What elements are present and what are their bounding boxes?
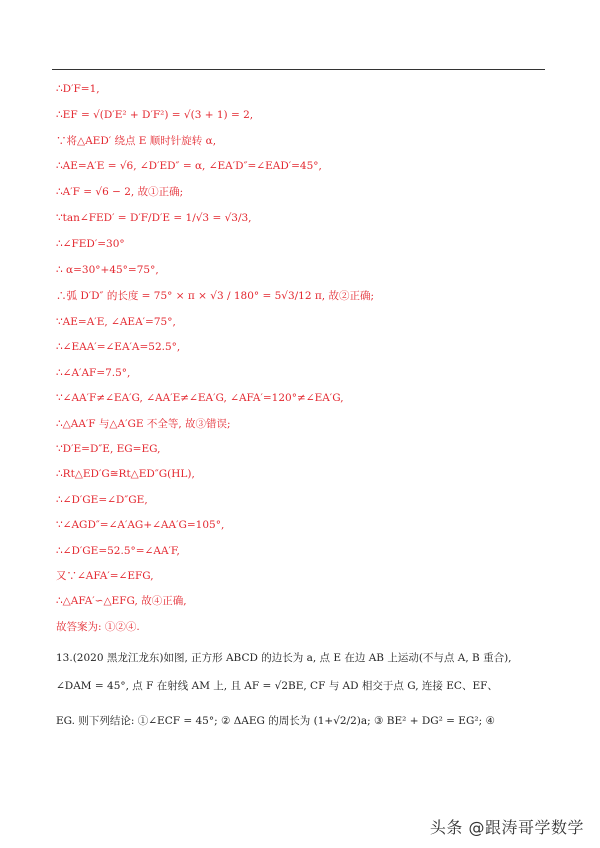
problem-line-2: ∠DAM = 45°, 点 F 在射线 AM 上, 且 AF = √2BE, CF 与 AD 相交于点 G, 连接 EC、EF、 bbox=[56, 680, 498, 692]
solution-line: ∵AE=A′E, ∠AEA′=75°, bbox=[56, 316, 176, 329]
solution-line: ∴弧 D′D″ 的长度 = 75° × π × √3 / 180° = 5√3/12 π, 故②正确; bbox=[56, 289, 374, 302]
problem-13 bbox=[56, 646, 556, 740]
problem-line-1: 13.(2020 黑龙江龙东)如图, 正方形 ABCD 的边长为 a, 点 E 在边 AB 上运动(不与点 A, B 重合), bbox=[56, 652, 512, 664]
solution-line: ∴D′F=1, bbox=[56, 82, 100, 95]
solution-line: ∴∠EAA′=∠EA′A=52.5°, bbox=[56, 341, 181, 354]
solution-line: ∴△AFA′∽△EFG, 故④正确, bbox=[56, 595, 187, 608]
solution-line: ∵D′E=D″E, EG=EG, bbox=[56, 442, 161, 455]
solution-line: ∴∠D′GE=52.5°=∠AA′F, bbox=[56, 544, 180, 557]
problem-line-3: EG. 则下列结论: ①∠ECF = 45°; ② ΔAEG 的周长为 (1+√2/2)a; ③ BE² + DG² = EG²; ④ bbox=[56, 715, 495, 727]
solution-line: ∴∠A′AF=7.5°, bbox=[56, 366, 131, 379]
solution-block bbox=[56, 76, 556, 639]
solution-line: ∵∠AGD″=∠A′AG+∠AA′G=105°, bbox=[56, 519, 225, 532]
solution-line: ∴AE=A′E = √6, ∠D′ED″ = α, ∠EA′D″=∠EAD′=45°, bbox=[56, 160, 322, 173]
solution-line: ∵将△AED′ 绕点 E 顺时针旋转 α, bbox=[56, 135, 217, 148]
solution-line: ∵∠AA′F≠∠EA′G, ∠AA′E≠∠EA′G, ∠AFA′=120°≠∠EA′G, bbox=[56, 392, 344, 405]
solution-line: ∴∠D′GE=∠D″GE, bbox=[56, 493, 148, 506]
solution-line: ∵tan∠FED′ = D′F/D′E = 1/√3 = √3/3, bbox=[56, 212, 252, 225]
solution-line: ∴∠FED′=30° bbox=[56, 238, 125, 251]
watermark: 头条 @跟涛哥学数学 bbox=[429, 818, 584, 837]
solution-line: 故答案为: ①②④. bbox=[56, 620, 140, 633]
solution-line: ∴△AA′F 与△A′GE 不全等, 故③错误; bbox=[56, 417, 231, 430]
solution-line: ∴A′F = √6 − 2, 故①正确; bbox=[56, 185, 184, 198]
solution-line: 又∵∠AFA′=∠EFG, bbox=[56, 569, 154, 582]
solution-line: ∴Rt△ED′G≅Rt△ED″G(HL), bbox=[56, 468, 195, 481]
header-rule bbox=[52, 69, 545, 70]
solution-line: ∴ α=30°+45°=75°, bbox=[56, 263, 159, 276]
solution-line: ∴EF = √(D′E² + D′F²) = √(3 + 1) = 2, bbox=[56, 108, 254, 121]
